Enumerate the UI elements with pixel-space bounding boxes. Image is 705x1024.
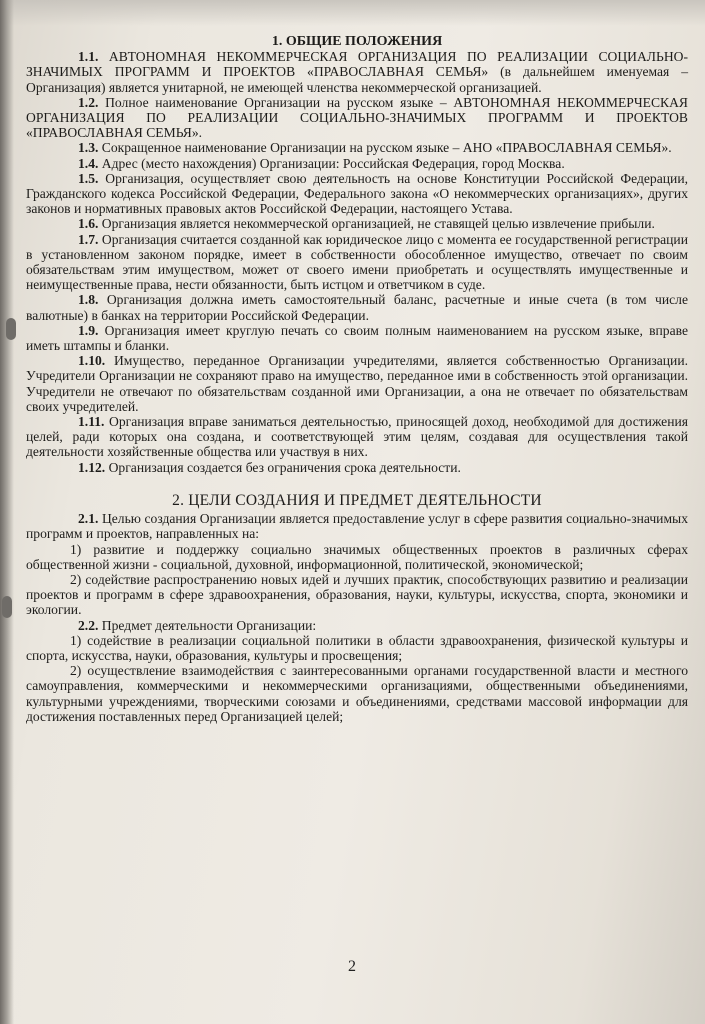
clause-1-4: [26, 156, 688, 171]
clause-text: Имущество, переданное Организации учредителями, является собственностью Организации. Учредители Организации не сохраняют право на имущество, переданное ими в собственность этой организации. Учредители не отвечают по обязательствам созданной ими Организации, а она не отвечает по обязательствам своих учредителей.: [26, 353, 688, 414]
clause-1-7: [26, 232, 688, 293]
clause-1-6: [26, 216, 688, 231]
binder-hole: [6, 318, 16, 340]
clause-number: 1.10.: [78, 353, 106, 369]
clause-number: 1.12.: [78, 459, 106, 475]
clause-number: 2.1.: [78, 511, 99, 527]
clause-text: Целью создания Организации является предоставление услуг в сфере развития социально-значимых программ и проектов, направленных на:: [26, 511, 688, 542]
section-2-title: 2. ЦЕЛИ СОЗДАНИЯ И ПРЕДМЕТ ДЕЯТЕЛЬНОСТИ: [172, 491, 542, 509]
clause-text: Организация имеет круглую печать со своим полным наименованием на русском языке, вправе иметь штампы и бланки.: [26, 322, 688, 354]
list-item: 2) содействие распространению новых идей и лучших практик, способствующих развитию и реализации проектов и программ в сфере здравоохранения, образования, науки, культуры, искусства, спорта, экономики и экологии.: [26, 571, 688, 618]
clause-1-12: [26, 460, 688, 475]
clause-number: 1.7.: [78, 231, 99, 247]
clause-1-5: [26, 171, 688, 217]
clause-1-3: [26, 140, 688, 155]
clause-text: АВТОНОМНАЯ НЕКОММЕРЧЕСКАЯ ОРГАНИЗАЦИЯ ПО РЕАЛИЗАЦИИ СОЦИАЛЬНО-ЗНАЧИМЫХ ПРОГРАММ И ПРОЕКТОВ «ПРАВОСЛАВНАЯ СЕМЬЯ» (в дальнейшем именуемая – Организация) является унитарной, не имеющей членства некоммерческой организацией.: [26, 49, 688, 95]
binder-hole: [2, 596, 12, 618]
clause-2-2: [26, 618, 688, 633]
clause-1-11: [26, 414, 688, 460]
clause-text: Полное наименование Организации на русском языке – АВТОНОМНАЯ НЕКОММЕРЧЕСКАЯ ОРГАНИЗАЦИЯ ПО РЕАЛИЗАЦИИ СОЦИАЛЬНО-ЗНАЧИМЫХ ПРОГРАММ И ПРОЕКТОВ «ПРАВОСЛАВНАЯ СЕМЬЯ».: [26, 94, 689, 141]
clause-text: Предмет деятельности Организации:: [101, 617, 317, 633]
document-body: [26, 34, 688, 724]
clause-text: Организация является некоммерческой организацией, не ставящей целью извлечение прибыли.: [101, 216, 655, 232]
clause-text: Организация вправе заниматься деятельностью, приносящей доход, необходимой для достижения целей, ради которых она создана, и соответствующей этим целям, создавая для осуществления такой деятельности хозяйственные общества или участвуя в них.: [26, 414, 688, 460]
page-number: 2: [348, 958, 356, 975]
clause-1-10: [26, 353, 688, 414]
clause-text: Организация считается созданной как юридическое лицо с момента ее государственной регистрации в установленном законом порядке, имеет в собственности обособленное имущество, отвечает по своим обязательствам этим имуществом, может от своего имени приобретать и осуществлять имущественные и неимущественные права, нести обязанности, быть истцом и ответчиком в суде.: [26, 231, 688, 293]
list-item: 2) осуществление взаимодействия с заинтересованными органами государственной власти и местного самоуправления, коммерческими и некоммерческими организациями, общественными объединениями, культурными учреждениями, творческими союзами и объединениями, средствами массовой информации для достижения поставленных перед Организацией целей;: [26, 663, 688, 724]
clause-number: 1.4.: [78, 155, 99, 171]
clause-number: 1.8.: [78, 292, 99, 308]
clause-number: 1.5.: [78, 170, 99, 186]
clause-number: 1.3.: [78, 140, 99, 156]
clause-2-1: [26, 511, 688, 541]
clause-1-2: [26, 95, 688, 141]
clause-text: Адрес (место нахождения) Организации: Российская Федерация, город Москва.: [101, 155, 565, 171]
section-1-title: 1. ОБЩИЕ ПОЛОЖЕНИЯ: [271, 34, 443, 49]
clause-number: 1.11.: [78, 414, 105, 430]
clause-number: 1.1.: [78, 49, 99, 65]
clause-1-8: [26, 292, 688, 322]
list-item: 1) развитие и поддержку социально значимых общественных проектов в различных сферах общественной жизни - социальной, духовной, информационной, политической, экономической;: [26, 541, 688, 572]
list-item: 1) содействие в реализации социальной политики в области здравоохранения, физической культуры и спорта, искусства, науки, образования, культуры и просвещения;: [26, 632, 688, 663]
clause-text: Организация должна иметь самостоятельный баланс, расчетные и иные счета (в том числе валютные) в банках на территории Российской Федерации.: [26, 292, 688, 323]
clause-1-1: [26, 49, 688, 95]
clause-text: Организация создается без ограничения срока деятельности.: [108, 459, 461, 475]
page-top-shadow: [0, 0, 705, 26]
clause-text: Сокращенное наименование Организации на русском языке – АНО «ПРАВОСЛАВНАЯ СЕМЬЯ».: [101, 140, 672, 156]
page-left-shadow: [0, 0, 14, 1024]
clause-1-9: [26, 323, 688, 353]
clause-number: 1.6.: [78, 216, 99, 232]
clause-text: Организация, осуществляет свою деятельность на основе Конституции Российской Федерации, Гражданского кодекса Российской Федерации, Федерального закона «О некоммерческих организациях», других законов и нормативных правовых актов Российской Федерации, настоящего Устава.: [26, 170, 688, 217]
clause-number: 1.2.: [78, 94, 99, 110]
clause-number: 1.9.: [78, 322, 99, 338]
clause-number: 2.2.: [78, 617, 99, 633]
